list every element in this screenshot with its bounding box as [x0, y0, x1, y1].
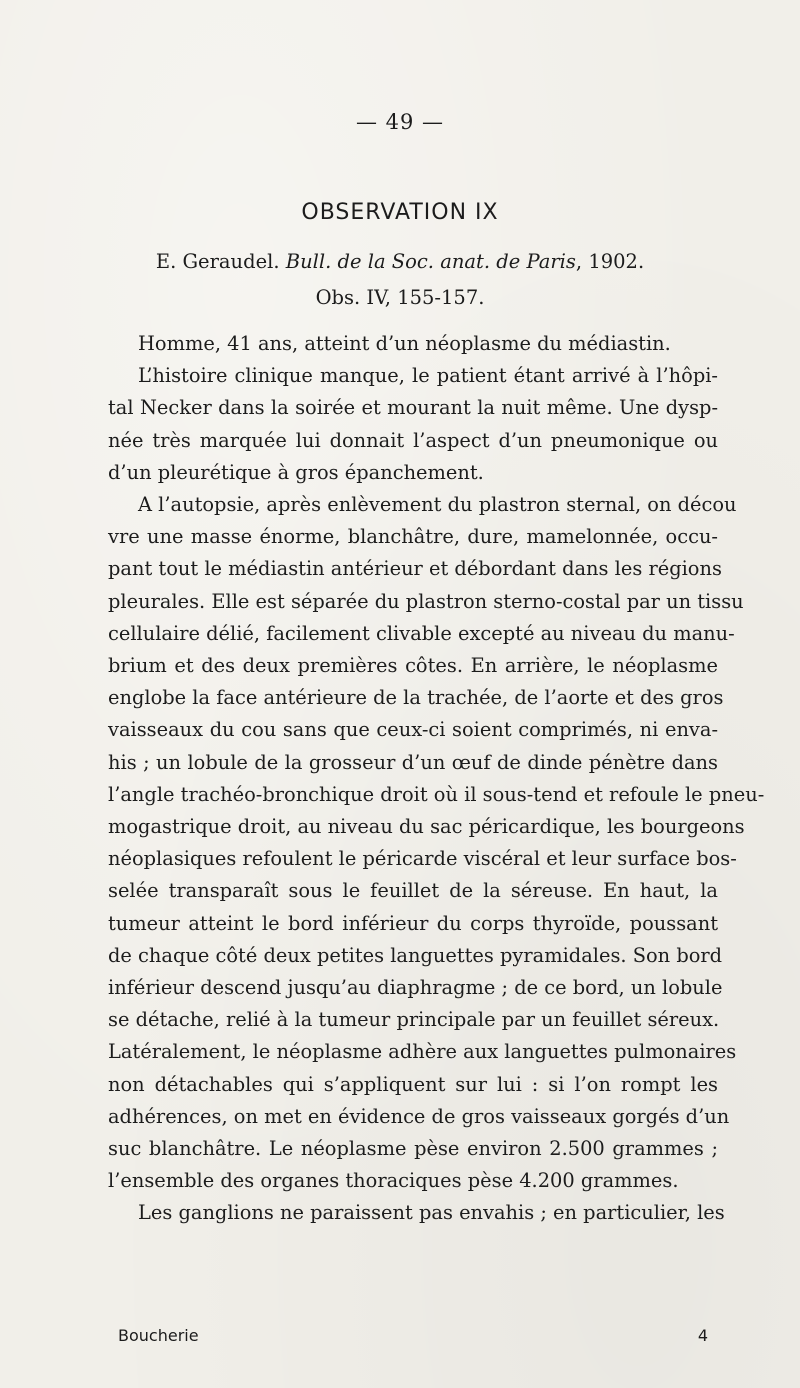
text-line: his ; un lobule de la grosseur d’un œuf de dinde pénètre dans	[108, 750, 718, 774]
text-line: cellulaire délié, facilement clivable excepté au niveau du manu-	[108, 621, 735, 645]
text-line: tal Necker dans la soirée et mourant la nuit même. Une dysp-	[108, 396, 718, 420]
text-line: selée transparaît sous le feuillet de la séreuse. En haut, la	[108, 879, 718, 903]
text-line: tumeur atteint le bord inférieur du corps thyroïde, poussant	[108, 911, 718, 935]
text-line: néoplasiques refoulent le péricarde viscéral et leur surface bos-	[108, 847, 737, 871]
text-line: adhérences, on met en évidence de gros vaisseaux gorgés d’un	[108, 1104, 730, 1128]
text-line: se détache, relié à la tumeur principale par un feuillet séreux.	[108, 1008, 720, 1032]
text-line: de chaque côté deux petites languettes pyramidales. Son bord	[108, 943, 723, 967]
text-line: Latéralement, le néoplasme adhère aux languettes pulmonaires	[108, 1040, 737, 1064]
text-line: A l’autopsie, après enlèvement du plastron sternal, on décou	[138, 493, 737, 517]
text-line: l’ensemble des organes thoraciques pèse 4.200 grammes.	[108, 1169, 679, 1193]
text-line: non détachables qui s’appliquent sur lui : si l’on rompt les	[108, 1072, 718, 1096]
text-line: mogastrique droit, au niveau du sac péricardique, les bourgeons	[108, 815, 745, 839]
text-line: brium et des deux premières côtes. En arrière, le néoplasme	[108, 654, 718, 678]
text-line: pant tout le médiastin antérieur et débordant dans les régions	[108, 557, 722, 581]
page-number: — 49 —	[355, 110, 445, 134]
citation-line-2: Obs. IV, 155-157.	[315, 286, 485, 309]
text-line: d’un pleurétique à gros épanchement.	[108, 460, 484, 484]
footer	[118, 1326, 718, 1345]
citation-journal: Bull. de la Soc. anat. de Paris	[285, 250, 576, 273]
text-line: Les ganglions ne paraissent pas envahis ; en particulier, les	[138, 1201, 725, 1225]
citation	[0, 244, 800, 316]
text-line: pleurales. Elle est séparée du plastron sterno-costal par un tissu	[108, 589, 744, 613]
observation-title: OBSERVATION IX	[301, 200, 499, 225]
text-line: inférieur descend jusqu’au diaphragme ; de ce bord, un lobule	[108, 976, 723, 1000]
text-line: L’histoire clinique manque, le patient étant arrivé à l’hôpi-	[138, 364, 718, 388]
text-line: née très marquée lui donnait l’aspect d’un pneumonique ou	[108, 428, 718, 452]
citation-line-1	[0, 244, 800, 280]
body-text	[108, 328, 765, 1230]
footer-author: Boucherie	[118, 1326, 199, 1345]
text-line: vre une masse énorme, blanchâtre, dure, mamelonnée, occu-	[108, 525, 718, 549]
text-line: vaisseaux du cou sans que ceux-ci soient comprimés, ni enva-	[108, 718, 718, 742]
text-line: l’angle trachéo-bronchique droit où il sous-tend et refoule le pneu-	[108, 782, 765, 806]
citation-year: , 1902.	[575, 250, 645, 273]
text-line: Homme, 41 ans, atteint d’un néoplasme du médiastin.	[138, 332, 671, 355]
text-line: suc blanchâtre. Le néoplasme pèse environ 2.500 grammes ;	[108, 1137, 718, 1161]
text-line: englobe la face antérieure de la trachée, de l’aorte et des gros	[108, 686, 724, 710]
signature-mark: 4	[697, 1326, 708, 1345]
citation-author: E. Geraudel.	[155, 250, 286, 273]
